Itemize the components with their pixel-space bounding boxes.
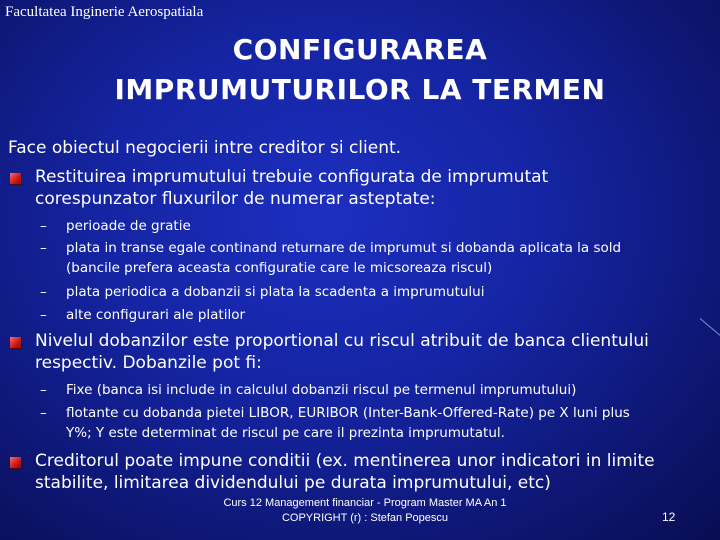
bullet-text-line2: corespunzator fluxurilor de numerar asteptate:: [35, 189, 436, 209]
sub-text-line1: perioade de gratie: [66, 218, 191, 234]
bullet-text-line1: Creditorul poate impune conditii (ex. mentinerea unor indicatori in limite: [35, 451, 655, 471]
sub-text-line1: flotante cu dobanda pietei LIBOR, EURIBOR (Inter-Bank-Offered-Rate) pe X luni plus: [66, 405, 630, 421]
sub-text: [66, 380, 716, 400]
footer: [200, 496, 530, 526]
bullet-square-icon: [10, 337, 21, 348]
sub-text-line2: Y%; Y este determinat de riscul pe care il prezinta imprumutatul.: [66, 425, 505, 441]
sub-text-line1: plata in transe egale continand returnare de imprumut si dobanda aplicata la sold: [66, 240, 622, 256]
dash-marker: –: [40, 240, 47, 256]
sub-text: [66, 216, 716, 236]
bullet-square-icon: [10, 173, 21, 184]
sub-text: [66, 403, 716, 443]
slide-title-line2: IMPRUMUTURILOR LA TERMEN: [114, 73, 606, 106]
footer-copyright: COPYRIGHT (r) : Stefan Popescu: [281, 512, 449, 524]
sub-text-line2: (bancile prefera aceasta configuratie care le micsoreaza riscul): [66, 260, 493, 276]
footer-course: Curs 12 Management financiar - Program Master MA An 1: [223, 497, 507, 509]
sub-text: [66, 282, 716, 302]
bullet-text-line2: stabilite, limitarea dividendului pe durata imprumutului, etc): [35, 473, 551, 493]
sub-text-line1: Fixe (banca isi include in calculul dobanzii riscul pe termenul imprumutului): [66, 382, 577, 398]
slide-title-line1: CONFIGURAREA: [232, 33, 488, 66]
bullet-square-icon: [10, 457, 21, 468]
page-number: 12: [662, 510, 676, 524]
sub-text: [66, 305, 716, 325]
sub-text-line1: plata periodica a dobanzii si plata la scadenta a imprumutului: [66, 284, 485, 300]
dash-marker: –: [40, 405, 47, 421]
sub-text: [66, 238, 716, 278]
bullet-text: [35, 330, 720, 374]
bullet-text-line1: Restituirea imprumutului trebuie configurata de imprumutat: [35, 167, 549, 187]
bullet-text: [35, 450, 720, 494]
lead-text: Face obiectul negocierii intre creditor si client.: [8, 138, 402, 158]
dash-marker: –: [40, 218, 47, 234]
bullet-text: [35, 166, 720, 210]
dash-marker: –: [40, 307, 47, 323]
bullet-text-line2: respectiv. Dobanzile pot fi:: [35, 353, 262, 373]
slide-title: [0, 30, 720, 110]
faculty-label: Facultatea Inginerie Aerospatiala: [5, 4, 204, 20]
dash-marker: –: [40, 284, 47, 300]
sub-text-line1: alte configurari ale platilor: [66, 307, 246, 323]
dash-marker: –: [40, 382, 47, 398]
bullet-text-line1: Nivelul dobanzilor este proportional cu riscul atribuit de banca clientului: [35, 331, 649, 351]
